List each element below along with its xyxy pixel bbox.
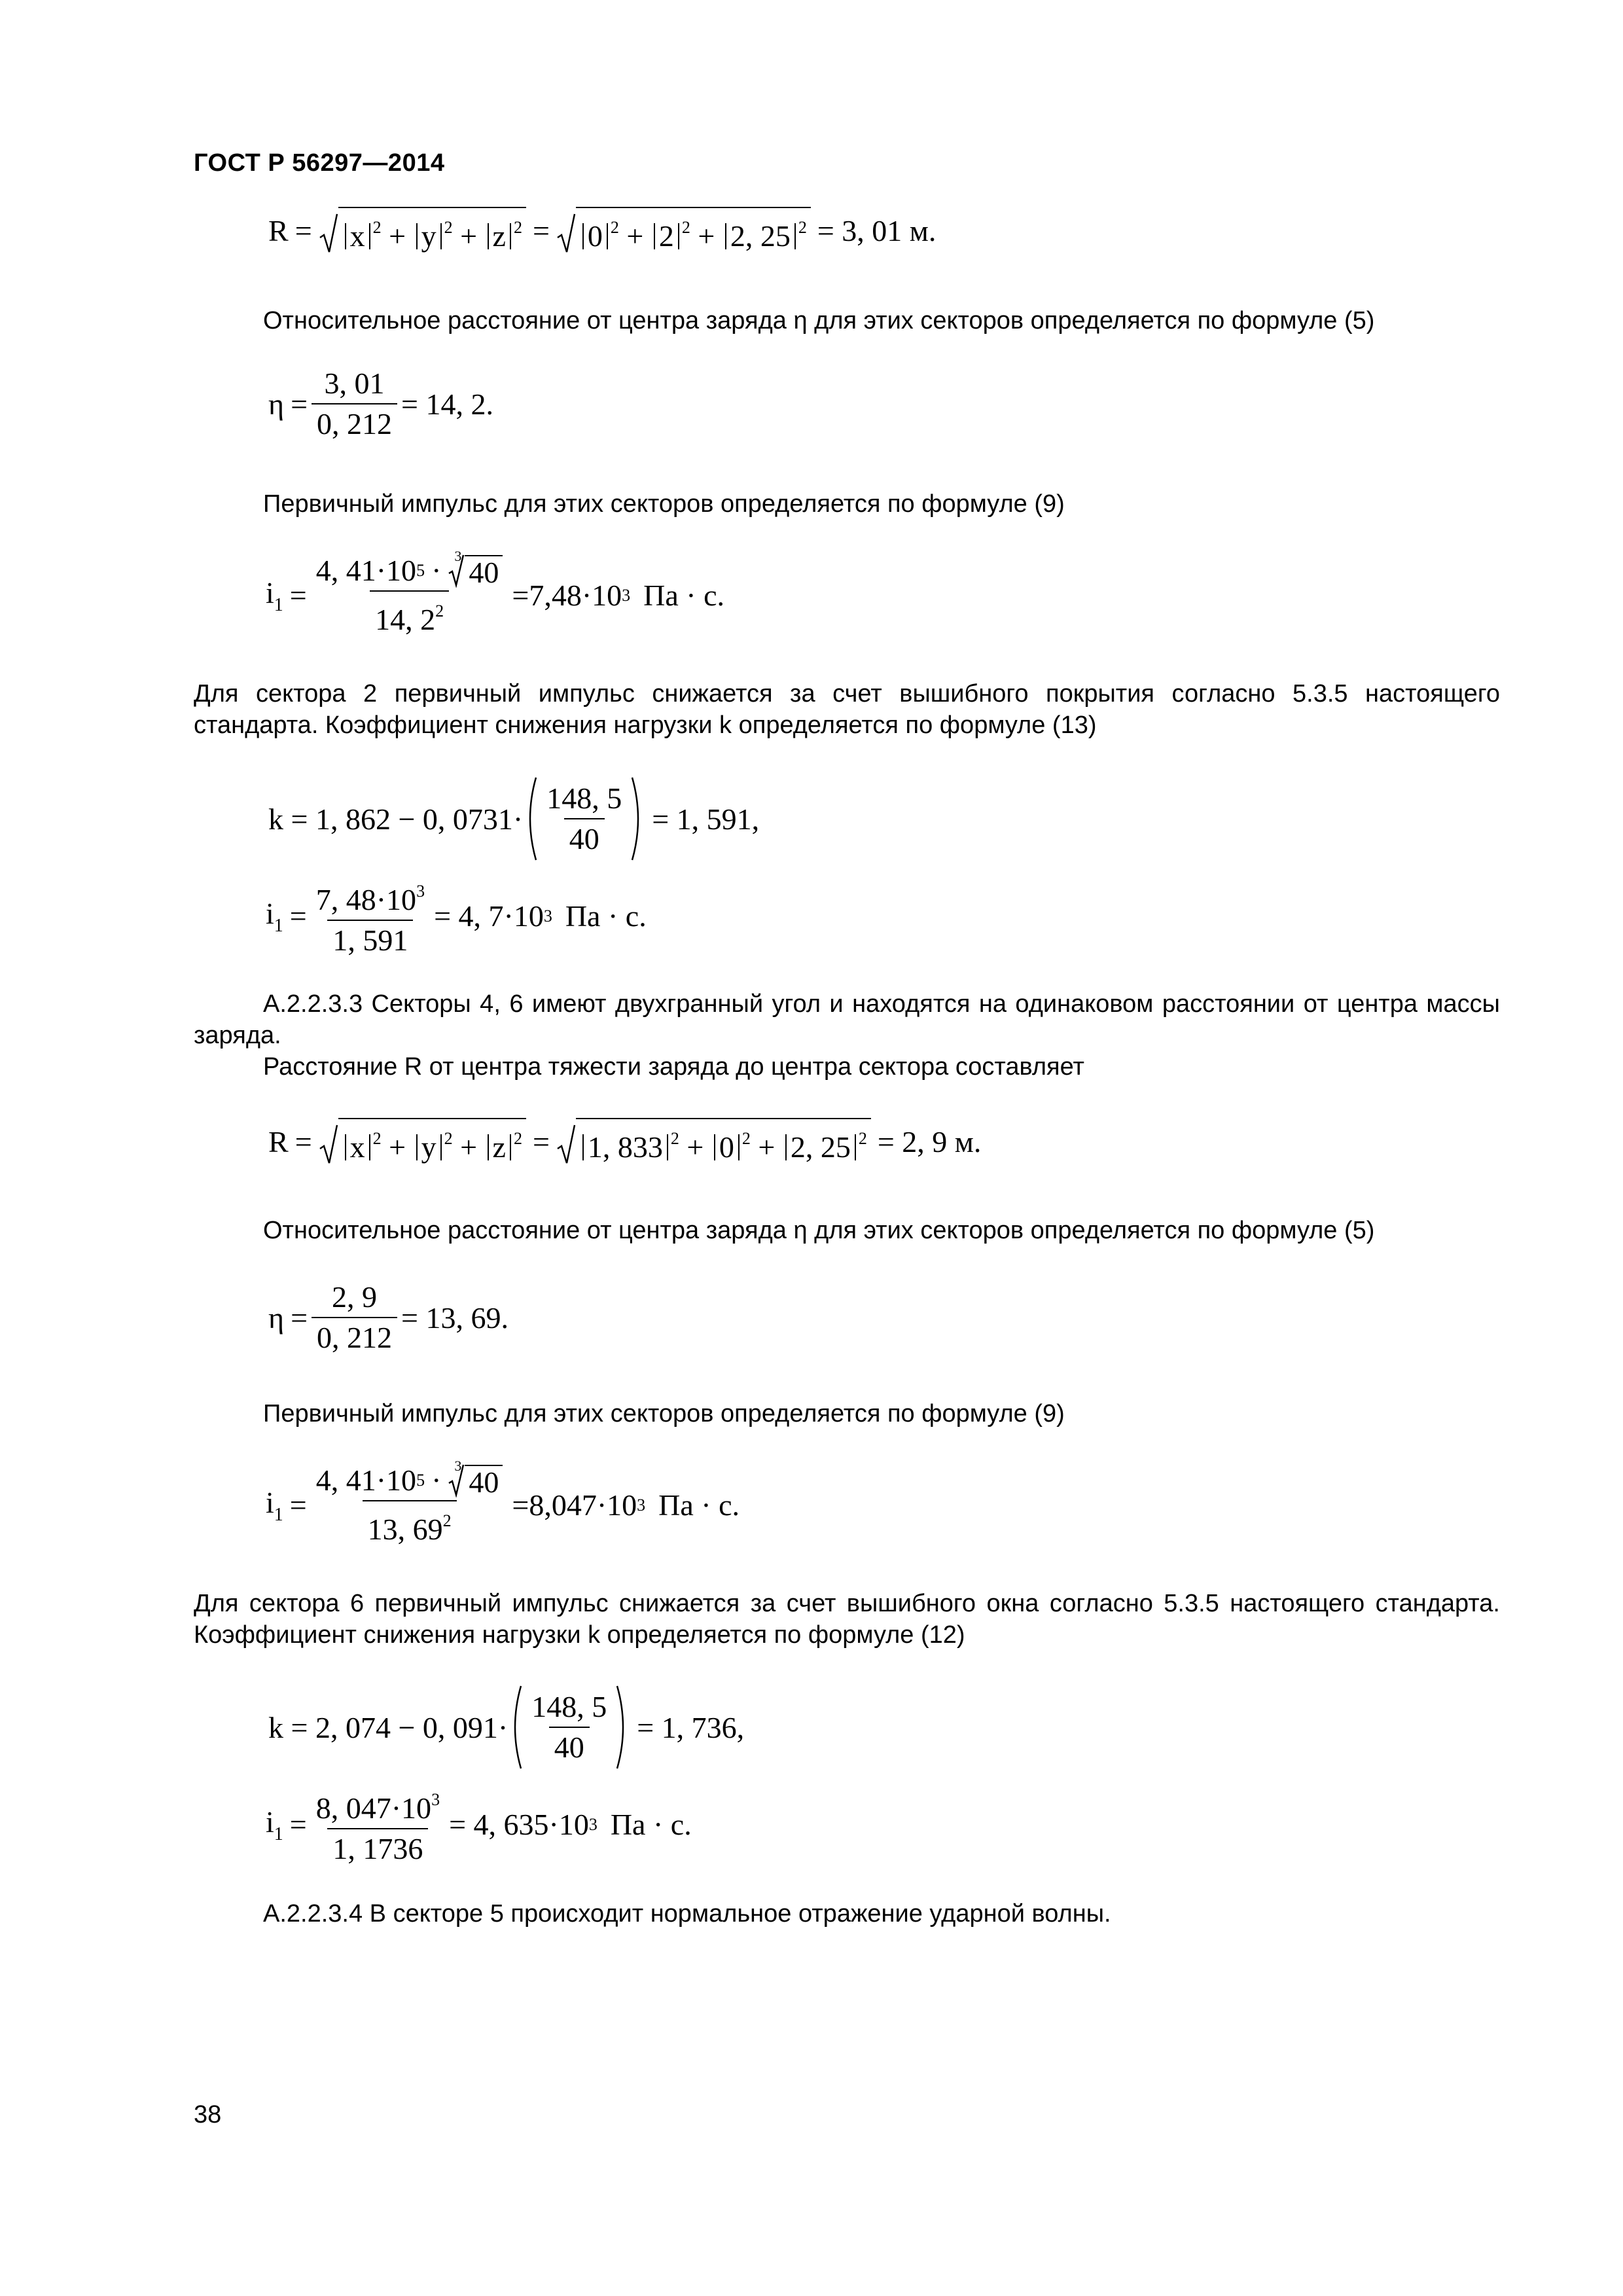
paragraph: А.2.2.3.3 Секторы 4, 6 имеют двухгранный угол и находятся на одинаковом расстоянии от центра массы заряда. xyxy=(194,990,1500,1049)
equation-impulse-reduced-2: $i_1$ = $\frac{8, 047\cdot 10^3}{1, 1736}$ = 4, 635·10 3 Па · с. xyxy=(266,1790,692,1865)
equation-eta-1: η = $\frac{3, 01}{0, 212}$ = 14, 2. xyxy=(268,367,493,440)
equation-eta-2: η = $\frac{2, 9}{0, 212}$ = 13, 69. xyxy=(268,1280,508,1354)
sqrt-symbol: 0 $^2$ + 2 $^2$ + 2, 25 $^2$ xyxy=(556,207,811,255)
equation-impulse-reduced-1: $i_1$ = $\frac{7, 48\cdot 10^3}{1, 591}$ = 4, 7·10 3 Па · с. xyxy=(266,882,647,957)
paragraph: Расстояние R от центра тяжести заряда до центра сектора составляет xyxy=(263,1053,1084,1081)
sqrt-symbol: x $^2$ + y $^2$ + z $^2$ xyxy=(319,207,526,255)
paragraph: Для сектора 6 первичный импульс снижается за счет вышибного окна согласно 5.3.5 настоящего стандарта. Коэффициент снижения нагрузки k определяется по формуле (12) xyxy=(194,1590,1500,1649)
equation-impulse-2: $i_1$ = 4, 41·10 5 · 3 40 13, $69^2$ =8,047·10 3 Па · с. xyxy=(266,1458,740,1546)
equation-k-2: k = 2, 074 − 0, 091· $\frac{148, 5}{40}$ = 1, 736, xyxy=(268,1685,744,1770)
paragraph: А.2.2.3.4 В секторе 5 происходит нормальное отражение ударной волны. xyxy=(263,1900,1111,1928)
equation-impulse-1: $i_1$ = 4, 41·10 5 · 3 40 14, $2^2$ =7,48·10 3 Па · с. xyxy=(266,548,725,636)
paragraph: Первичный импульс для этих секторов определяется по формуле (9) xyxy=(263,1400,1065,1427)
paragraph: Относительное расстояние от центра заряда η для этих секторов определяется по формуле (5) xyxy=(263,307,1375,334)
document-header: ГОСТ Р 56297—2014 xyxy=(194,149,445,177)
paragraph: Относительное расстояние от центра заряда η для этих секторов определяется по формуле (5) xyxy=(263,1217,1375,1244)
equation-distance-1: R = x $^2$ + y $^2$ + z $^2$ = 0 $^2$ + 2 $^2$ + 2, 25 $^2$ = 3, 01 м. xyxy=(268,207,936,255)
equation-distance-2: R = x $^2$ + y $^2$ + z $^2$ = 1, 833 $^2$ + 0 $^2$ + 2, 25 $^2$ = 2, 9 м. xyxy=(268,1118,981,1166)
paragraph: Для сектора 2 первичный импульс снижается за счет вышибного покрытия согласно 5.3.5 настоящего стандарта. Коэффициент снижения нагрузки k определяется по формуле (13) xyxy=(194,680,1500,739)
paragraph: Первичный импульс для этих секторов определяется по формуле (9) xyxy=(263,490,1065,518)
equation-k-1: k = 1, 862 − 0, 0731· $\frac{148, 5}{40}$ = 1, 591, xyxy=(268,776,759,861)
page-number: 38 xyxy=(194,2101,222,2128)
